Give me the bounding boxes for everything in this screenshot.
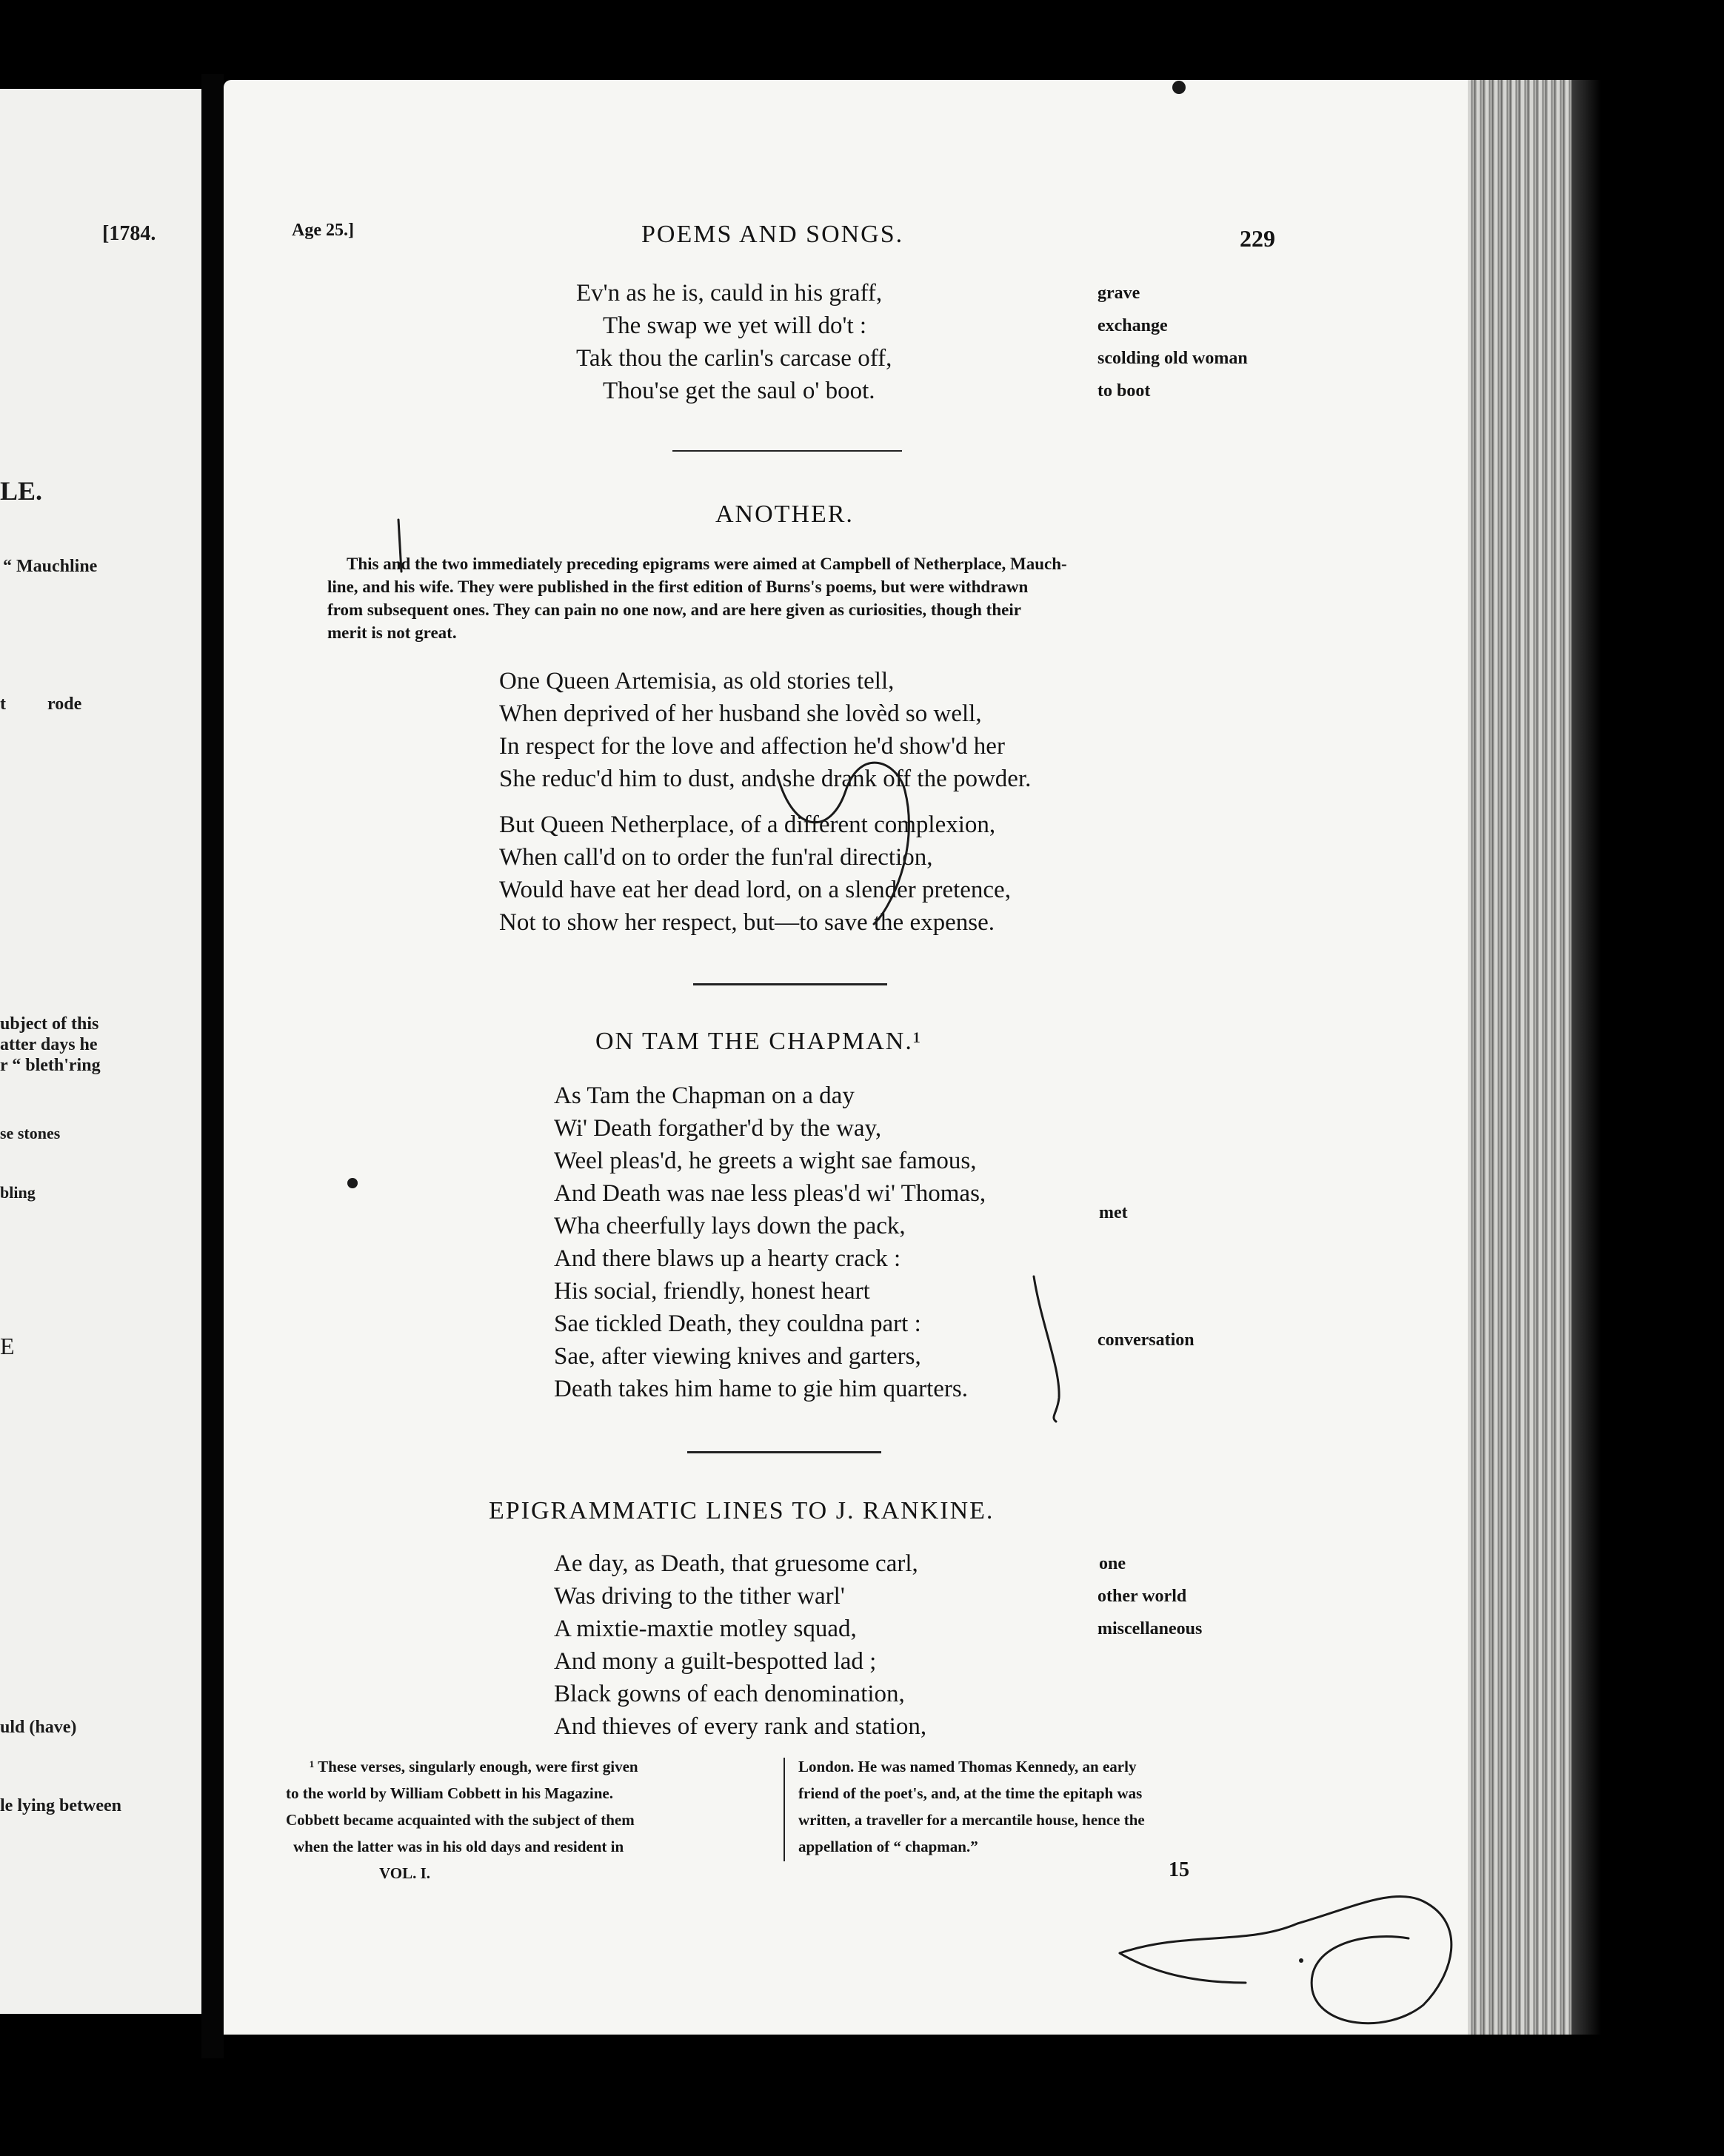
page-edges: [1468, 80, 1571, 2035]
page-number: 229: [1240, 225, 1275, 252]
verse-line: Sae, after viewing knives and garters,: [554, 1343, 921, 1370]
left-text-mauchline: “ Mauchline: [3, 557, 98, 576]
verse-line: Sae tickled Death, they couldna part :: [554, 1310, 921, 1337]
verse-line: When deprived of her husband she lovèd so well,: [499, 700, 982, 727]
headnote-line: line, and his wife. They were published in the first edition of Burns's poems, but were withdrawn: [327, 578, 1029, 596]
left-heading-fragment: LE.: [0, 476, 43, 506]
footnote-line: to the world by William Cobbett in his Magazine.: [286, 1784, 613, 1802]
pencil-vertical-stroke: [398, 520, 401, 572]
footnote-line: ¹ These verses, singularly enough, were first given: [310, 1758, 638, 1775]
gloss-conversation: conversation: [1097, 1330, 1195, 1350]
footnote-line: appellation of “ chapman.”: [798, 1838, 978, 1855]
left-text-e: E: [0, 1333, 15, 1359]
gloss-to-boot: to boot: [1097, 381, 1151, 401]
book-gutter: [201, 74, 224, 2058]
verse-line: One Queen Artemisia, as old stories tell,: [499, 668, 895, 694]
verse-line: The swap we yet will do't :: [603, 312, 867, 339]
left-text-bling: bling: [0, 1183, 36, 1202]
ink-speck: [347, 1178, 358, 1188]
verse-line: A mixtie-maxtie motley squad,: [554, 1616, 857, 1642]
verse-line: In respect for the love and affection he'd show'd her: [499, 733, 1005, 760]
gloss-exchange: exchange: [1097, 316, 1168, 335]
headnote-line: from subsequent ones. They can pain no one now, and are here given as curiosities, though their: [327, 600, 1021, 619]
verse-line: Ae day, as Death, that gruesome carl,: [554, 1550, 918, 1577]
verse-line: As Tam the Chapman on a day: [554, 1082, 855, 1109]
verse-line: Wi' Death forgather'd by the way,: [554, 1115, 882, 1142]
verse-line: Was driving to the tither warl': [554, 1583, 845, 1610]
gloss-other-world: other world: [1097, 1587, 1187, 1606]
footnote-line: friend of the poet's, and, at the time the epitaph was: [798, 1784, 1143, 1802]
ink-speck: [1299, 1958, 1303, 1963]
ink-speck: [1172, 81, 1186, 94]
left-text-latter-days: atter days he: [0, 1035, 98, 1054]
verse-line: She reduc'd him to dust, and she drank off the powder.: [499, 766, 1032, 792]
book-page: [224, 80, 1468, 2035]
left-year: [1784.: [102, 222, 156, 245]
gloss-miscellaneous: miscellaneous: [1097, 1619, 1203, 1638]
pencil-footer-tail: [1120, 1953, 1246, 1983]
left-text-could-have: uld (have): [0, 1718, 77, 1737]
left-page-fragment: [0, 89, 201, 2014]
headnote-line: merit is not great.: [327, 623, 457, 642]
footnote-line: Cobbett became acquainted with the subject of them: [286, 1811, 635, 1829]
pencil-footer-loop: [1120, 1896, 1451, 2023]
verse-line: Ev'n as he is, cauld in his graff,: [576, 280, 883, 307]
gloss-met: met: [1099, 1203, 1128, 1222]
verse-line: And Death was nae less pleas'd wi' Thomas,: [554, 1180, 986, 1207]
verse-line: Not to show her respect, but—to save the expense.: [499, 909, 995, 936]
page-edge-shadow: [1571, 80, 1601, 2035]
verse-line: Weel pleas'd, he greets a wight sae famous,: [554, 1148, 977, 1174]
verse-line: Thou'se get the saul o' boot.: [603, 378, 875, 404]
verse-line: Would have eat her dead lord, on a slender pretence,: [499, 877, 1011, 903]
section-title-tam: ON TAM THE CHAPMAN.¹: [595, 1028, 923, 1055]
verse-line: And thieves of every rank and station,: [554, 1713, 927, 1740]
left-text-rode: rode: [47, 694, 82, 714]
signature-vol: VOL. I.: [379, 1864, 431, 1882]
gloss-scolding: scolding old woman: [1097, 349, 1248, 368]
pencil-wave-stroke: [778, 763, 909, 924]
verse-line: But Queen Netherplace, of a different complexion,: [499, 811, 996, 838]
headnote-line: This and the two immediately preceding epigrams were aimed at Campbell of Netherplace, Mauch-: [347, 555, 1067, 573]
running-head-title: POEMS AND SONGS.: [641, 221, 904, 248]
section-title-another: ANOTHER.: [715, 500, 854, 528]
gloss-one: one: [1099, 1554, 1126, 1573]
verse-line: Black gowns of each denomination,: [554, 1681, 905, 1707]
signature-number: 15: [1169, 1858, 1189, 1881]
verse-line: His social, friendly, honest heart: [554, 1278, 870, 1305]
left-text-blethring: r “ bleth'ring: [0, 1056, 101, 1075]
verse-line: When call'd on to order the fun'ral direction,: [499, 844, 933, 871]
footnote-line: London. He was named Thomas Kennedy, an early: [798, 1758, 1137, 1775]
left-text-stones: se stones: [0, 1124, 61, 1142]
footnote-line: written, a traveller for a mercantile house, hence the: [798, 1811, 1145, 1829]
running-head-age: Age 25.]: [292, 221, 354, 240]
left-text-t: t: [0, 694, 6, 714]
verse-line: And mony a guilt-bespotted lad ;: [554, 1648, 877, 1675]
left-text-subject: ubject of this: [0, 1014, 99, 1034]
verse-line: Tak thou the carlin's carcase off,: [576, 345, 892, 372]
left-text-lying-between: le lying between: [0, 1796, 121, 1815]
verse-line: Wha cheerfully lays down the pack,: [554, 1213, 906, 1239]
verse-line: Death takes him hame to gie him quarters.: [554, 1376, 969, 1402]
footnote-line: when the latter was in his old days and resident in: [293, 1838, 624, 1855]
verse-line: And there blaws up a hearty crack :: [554, 1245, 901, 1272]
section-title-rankine: EPIGRAMMATIC LINES TO J. RANKINE.: [489, 1497, 995, 1524]
gloss-grave: grave: [1097, 284, 1140, 303]
pencil-bracket-stroke: [1034, 1276, 1059, 1422]
pencil-marks: [224, 80, 1468, 2035]
